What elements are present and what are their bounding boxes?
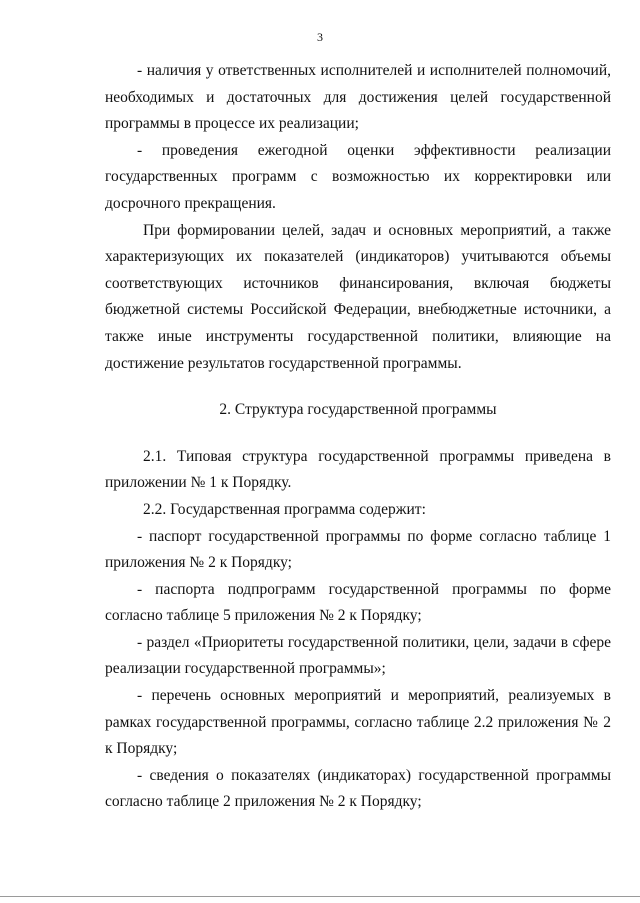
list-item-indicators-info: - сведения о показателях (индикаторах) государственной программы согласно таблице 2 приложения № 2 к Порядку; bbox=[105, 766, 611, 811]
list-item-passport: - паспорт государственной программы по форме согласно таблице 1 приложения № 2 к Порядку; bbox=[105, 527, 611, 572]
paragraph-annual-evaluation-list-item: - проведения ежегодной оценки эффективности реализации государственных программ с возможностью их корректировки или досрочного прекращения. bbox=[105, 141, 611, 212]
list-item-priorities-section: - раздел «Приоритеты государственной политики, цели, задачи в сфере реализации государственной программы»; bbox=[105, 633, 611, 678]
list-item-subprogram-passports: - паспорта подпрограмм государственной программы по форме согласно таблице 5 приложения № 2 к Порядку; bbox=[105, 580, 611, 625]
paragraph-2-2: 2.2. Государственная программа содержит: bbox=[143, 500, 426, 518]
paragraph-goal-formation: При формировании целей, задач и основных мероприятий, а также характеризующих их показателей (индикаторов) учитываются объемы соответствующих источников финансирования, включая бюджеты бюджетной системы Российской Федерации, внебюджетные источники, а также иные инструменты государственной политики, влияющие на достижение результатов государственной программы. bbox=[105, 221, 611, 372]
paragraph-2-1: 2.1. Типовая структура государственной программы приведена в приложении № 1 к Порядку. bbox=[105, 447, 611, 492]
paragraph-powers-list-item: - наличия у ответственных исполнителей и исполнителей полномочий, необходимых и достаточных для достижения целей государственной программы в процессе их реализации; bbox=[105, 62, 611, 133]
page-number: 3 bbox=[317, 30, 323, 44]
section-heading: 2. Структура государственной программы bbox=[219, 401, 497, 419]
list-item-activities-list: - перечень основных мероприятий и мероприятий, реализуемых в рамках государственной программы, согласно таблице 2.2 приложения № 2 к Порядку; bbox=[105, 687, 611, 758]
page-bottom-edge bbox=[0, 896, 640, 897]
document-body bbox=[105, 58, 611, 816]
